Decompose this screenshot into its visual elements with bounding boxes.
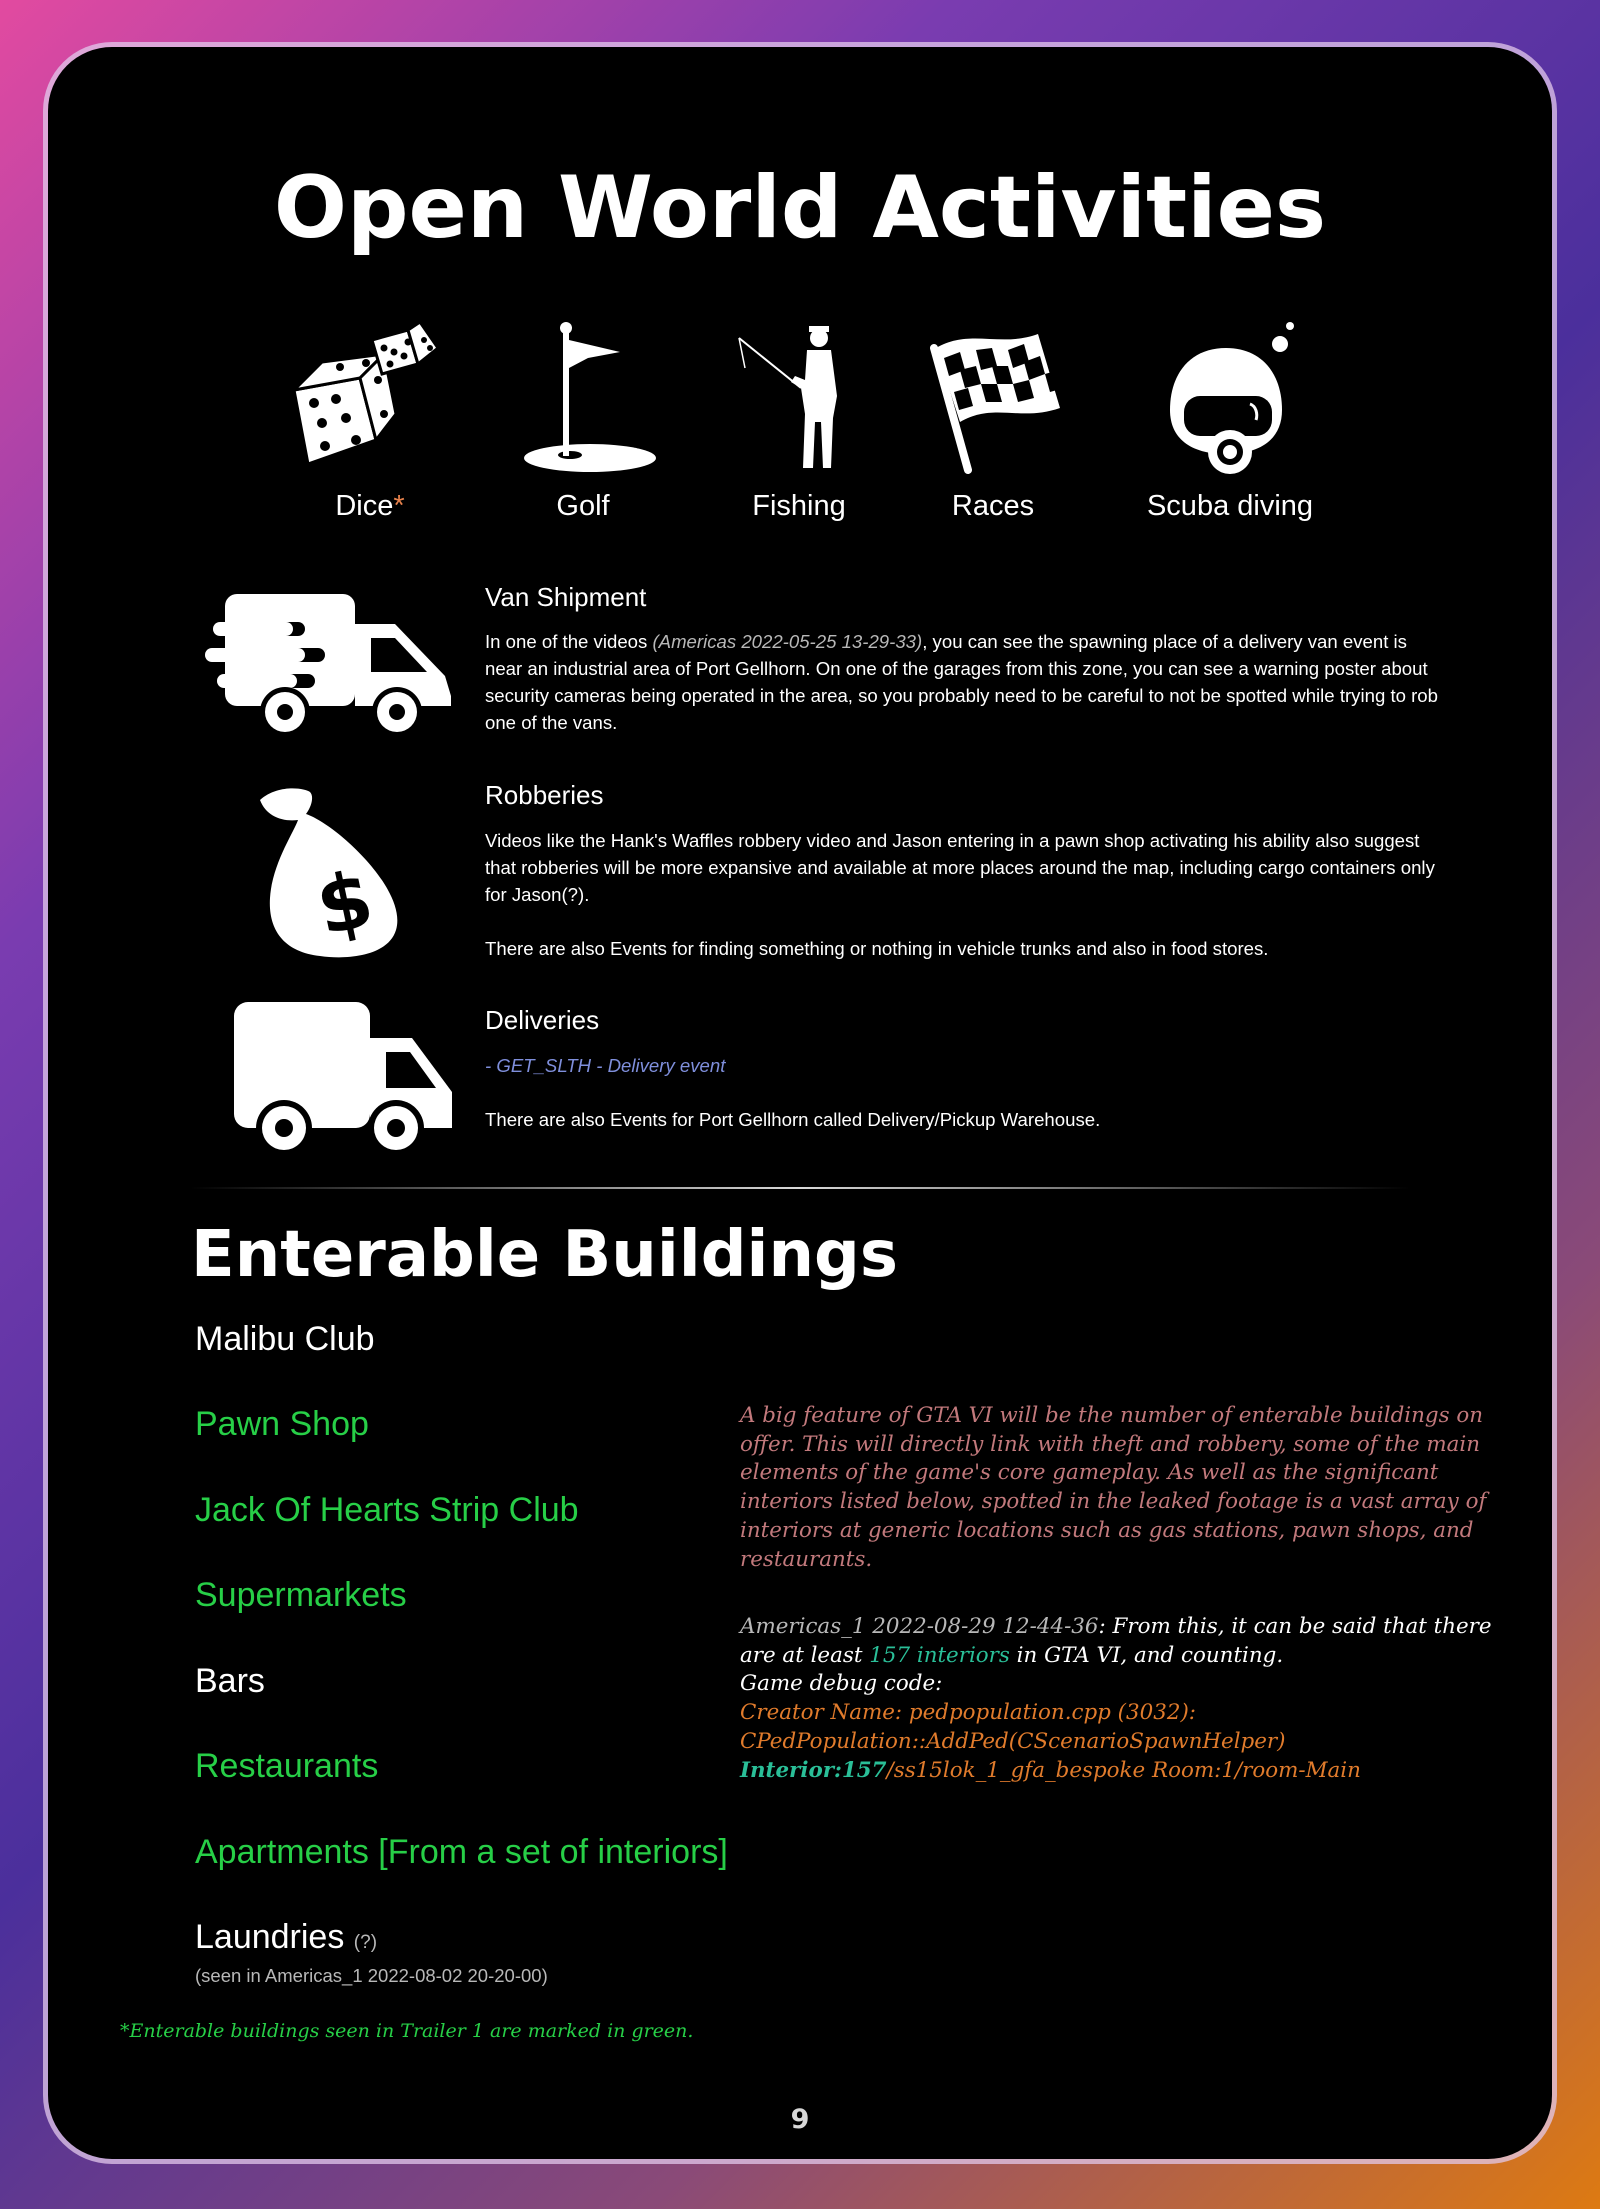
buildings-title: Enterable Buildings <box>191 1218 898 1292</box>
activity-label-fishing: Fishing <box>752 490 846 522</box>
svg-text:$: $ <box>308 854 381 954</box>
building-jack-of-hearts: Jack Of Hearts Strip Club <box>195 1491 579 1529</box>
building-bars: Bars <box>195 1662 265 1700</box>
building-pawn-shop: Pawn Shop <box>195 1405 369 1443</box>
robberies-title: Robberies <box>485 780 604 810</box>
diving-helmet-icon <box>1160 318 1300 482</box>
dice-icon <box>280 318 440 482</box>
fast-delivery-truck-icon <box>205 588 455 742</box>
robberies-body-2: There are also Events for finding something or nothing in vehicle trunks and also in food stores. <box>485 938 1269 959</box>
page-number: 9 <box>790 2104 810 2135</box>
building-supermarkets: Supermarkets <box>195 1576 407 1614</box>
activity-label-scuba: Scuba diving <box>1146 490 1314 522</box>
fisherman-icon <box>735 318 855 482</box>
activity-label-races: Races <box>951 490 1035 522</box>
page-title: Open World Activities <box>273 158 1327 258</box>
building-laundries: Laundries (?) <box>195 1918 378 1956</box>
deliveries-body: There are also Events for Port Gellhorn called Delivery/Pickup Warehouse. <box>485 1109 1101 1130</box>
van-shipment-title: Van Shipment <box>485 582 647 612</box>
building-malibu-club: Malibu Club <box>195 1320 375 1358</box>
buildings-debug-paragraph: Americas_1 2022-08-29 12-44-36: From this, it can be said that there are at least 157 interiors in GTA VI, and counting. Game debug code: Creator Name: pedpopulation.cpp (3032): CPedPopulation::AddPed(CScenarioSpawnHelper) Interior:157/ss15lok_1_gfa_bespoke Room:1/room-Main <box>740 1614 1492 1783</box>
green-footnote: *Enterable buildings seen in Trailer 1 are marked in green. <box>120 2020 694 2042</box>
laundries-source: (seen in Americas_1 2022-08-02 20-20-00) <box>195 1965 548 1986</box>
money-bag-icon <box>248 780 408 964</box>
building-restaurants: Restaurants <box>195 1747 379 1785</box>
buildings-intro-paragraph: A big feature of GTA VI will be the number of enterable buildings on offer. This will directly link with theft and robbery, some of the main elements of the game's core gameplay. As well as the significant interiors listed below, spotted in the leaked footage is a vast array of interiors at generic locations such as gas stations, pawn shops, and restaurants. <box>740 1403 1487 1572</box>
activity-label-dice: Dice* <box>335 490 405 522</box>
deliveries-title: Deliveries <box>485 1005 600 1035</box>
van-shipment-body: In one of the videos (Americas 2022-05-25 13-29-33), you can see the spawning place of a delivery van event is near an industrial area of Port Gellhorn. On one of the garages from this zone, you can see a warning poster about security cameras being operated in the area, so you probably need to be careful to not be spotted while trying to rob one of the vans. <box>485 631 1438 733</box>
activity-label-golf: Golf <box>556 490 610 522</box>
deliveries-link[interactable]: - GET_SLTH - Delivery event <box>485 1055 726 1076</box>
checkered-flag-icon <box>920 318 1070 482</box>
section-divider <box>190 1187 1410 1189</box>
building-apartments: Apartments [From a set of interiors] <box>195 1833 728 1871</box>
delivery-truck-icon <box>232 1000 457 1162</box>
golf-flag-icon <box>520 318 660 482</box>
robberies-body: Videos like the Hank's Waffles robbery video and Jason entering in a pawn shop activating his ability also suggest that robberies will be more expansive and available at more places around the map, including cargo containers only for Jason(?). <box>485 830 1435 905</box>
